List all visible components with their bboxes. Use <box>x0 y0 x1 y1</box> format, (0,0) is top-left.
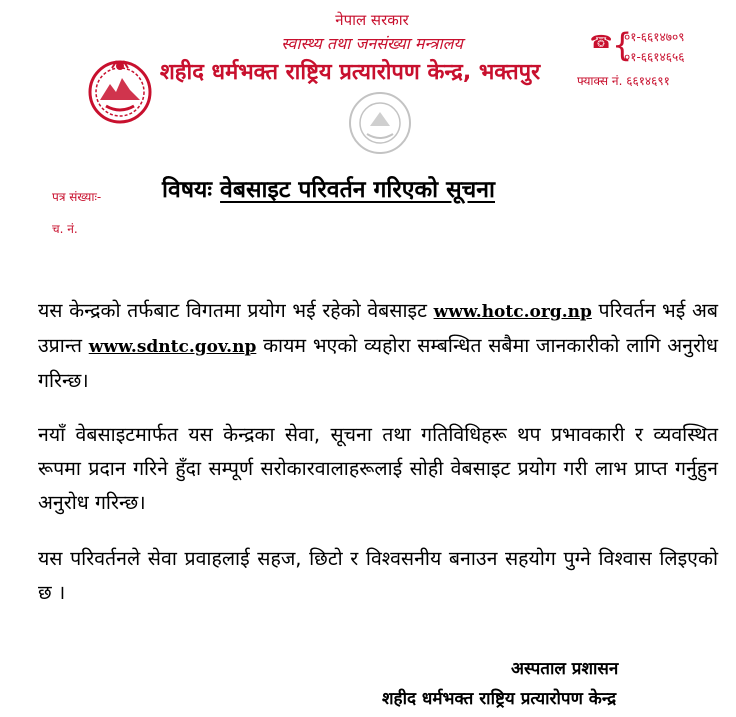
brace-decoration: { <box>612 26 633 64</box>
office-stamp-icon <box>345 88 415 158</box>
subject-title: वेबसाइट परिवर्तन गरिएको सूचना <box>220 177 495 203</box>
paragraph-1-text-c: कायम भएको व्यहोरा सम्बन्धित सबैमा जानकारीको लागि अनुरोध गरिन्छ। <box>38 334 719 392</box>
paragraph-3: यस परिवर्तनले सेवा प्रवाहलाई सहज, छिटो र विश्वसनीय बनाउन सहयोग पुग्ने विश्वास लिइएको छ । <box>38 547 718 604</box>
letter-number-label: पत्र संख्याः- <box>52 190 102 204</box>
paragraph-1 <box>38 294 718 398</box>
government-name: नेपाल सरकार <box>335 11 409 29</box>
center-name: शहीद धर्मभक्त राष्ट्रिय प्रत्यारोपण केन्द्र, भक्तपुर <box>159 60 541 85</box>
paragraph-2: नयाँ वेबसाइटमार्फत यस केन्द्रका सेवा, सूचना तथा गतिविधिहरू थप प्रभावकारी र व्यवस्थित रूपमा प्रदान गरिने हुँदा सम्पूर्ण सरोकारवालाहरूलाई सोही वेबसाइट प्रयोग गरी लाभ प्राप्त गर्नुहुन अनुरोध गरिन्छ। <box>38 423 718 514</box>
paragraph-1-text-a: यस केन्द्रको तर्फबाट विगतमा प्रयोग भई रहेको वेबसाइट <box>38 299 434 322</box>
telephone-icon: ☎ <box>590 32 613 53</box>
old-website-link[interactable]: www.hotc.org.np <box>433 302 592 322</box>
signature-office: अस्पताल प्रशासन <box>511 659 619 679</box>
signature-center: शहीद धर्मभक्त राष्ट्रिय प्रत्यारोपण केन्द्र <box>382 689 617 709</box>
nepal-emblem-icon <box>86 56 154 124</box>
subject-prefix: विषयः <box>162 177 213 203</box>
paragraph-1-text-b: परिवर्तन भई अब उप्रान्त <box>38 299 718 357</box>
dispatch-number-label: च. नं. <box>52 222 78 236</box>
ministry-name: स्वास्थ्य तथा जनसंख्या मन्त्रालय <box>281 34 463 53</box>
phone-number-2: ०१-६६१४६५६ <box>624 50 685 64</box>
fax-number: फ्याक्स नं. ६६१४६९१ <box>577 74 670 88</box>
new-website-link[interactable]: www.sdntc.gov.np <box>88 337 257 357</box>
contact-block <box>577 24 730 94</box>
phone-number-1: ०१-६६१४७०९ <box>624 30 685 44</box>
subject-line <box>162 172 495 204</box>
